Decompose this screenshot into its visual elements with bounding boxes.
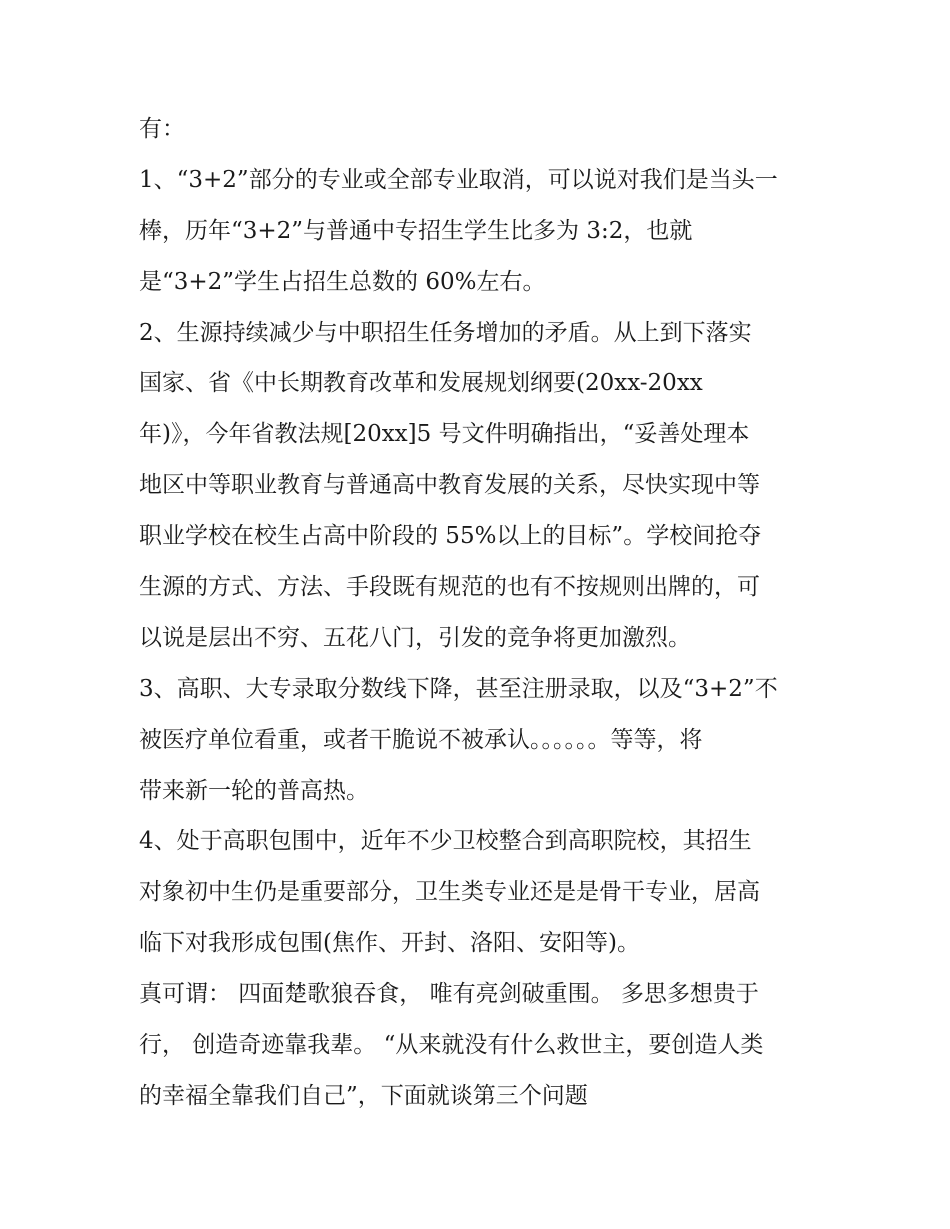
text-line: 是“3+2”学生占招生总数的 60%左右。 <box>139 268 546 295</box>
text-line: 2、生源持续减少与中职招生任务增加的矛盾。从上到下落实 <box>139 319 752 346</box>
text-line: 的幸福全靠我们自己”，下面就谈第三个问题 <box>139 1082 588 1109</box>
text-line: 对象初中生仍是重要部分，卫生类专业还是是骨干专业，居高 <box>139 879 760 906</box>
text-line: 3、高职、大专录取分数线下降，甚至注册录取，以及“3+2”不 <box>139 675 778 702</box>
text-line: 国家、省《中长期教育改革和发展规划纲要(20xx-20xx <box>139 370 703 397</box>
text-line: 以说是层出不穷、五花八门，引发的竞争将更加激烈。 <box>139 624 691 651</box>
text-line: 生源的方式、方法、手段既有规范的也有不按规则出牌的，可 <box>139 574 760 601</box>
text-line: 年)》，今年省教法规[20xx]5 号文件明确指出，“妥善处理本 <box>139 421 750 448</box>
document-body <box>139 104 819 1122</box>
text-line: 有： <box>139 116 185 142</box>
text-line: 行， 创造奇迹靠我辈。 “从来就没有什么救世主，要创造人类 <box>139 1032 764 1059</box>
text-line: 带来新一轮的普高热。 <box>139 777 369 804</box>
text-line: 1、“3+2”部分的专业或全部专业取消，可以说对我们是当头一 <box>139 166 778 193</box>
text-line: 棒，历年“3+2”与普通中专招生学生比多为 3:2，也就 <box>139 217 693 244</box>
text-line: 地区中等职业教育与普通高中教育发展的关系，尽快实现中等 <box>139 472 760 499</box>
text-line: 职业学校在校生占高中阶段的 55%以上的目标”。学校间抢夺 <box>139 523 762 550</box>
text-line: 4、处于高职包围中，近年不少卫校整合到高职院校，其招生 <box>139 828 752 855</box>
text-line: 被医疗单位看重，或者干脆说不被承认。。。。。。等等，将 <box>139 726 703 753</box>
text-line: 真可谓： 四面楚歌狼吞食， 唯有亮剑破重围。 多思多想贵于 <box>139 981 759 1008</box>
text-line: 临下对我形成包围(焦作、开封、洛阳、安阳等)。 <box>139 930 640 957</box>
